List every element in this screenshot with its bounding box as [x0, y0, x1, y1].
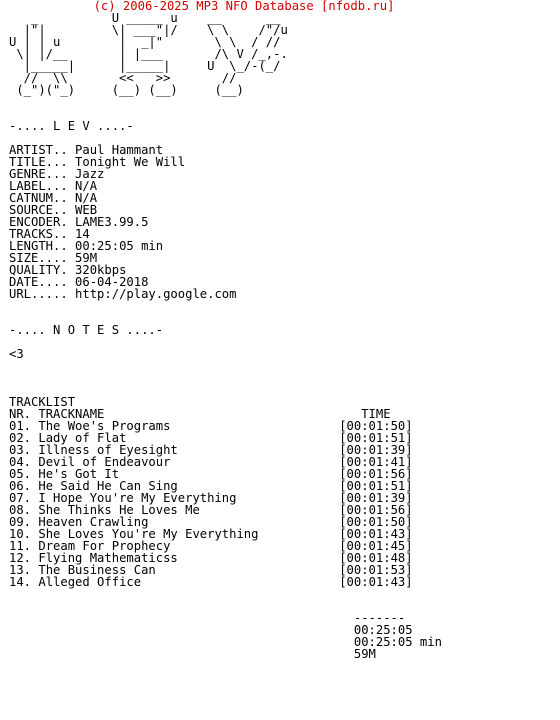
ascii-logo-line: |_____| |_____| U \_/-(_/	[9, 59, 281, 73]
track-time: [00:01:43]	[339, 575, 413, 589]
info-value: http://play.google.com	[75, 287, 237, 301]
track-nr: 10.	[9, 527, 32, 541]
info-key: LABEL...	[9, 179, 68, 193]
info-value: N/A	[75, 191, 98, 205]
track-name: She Thinks He Loves Me	[38, 503, 200, 517]
track-time: [00:01:50]	[339, 419, 413, 433]
info-value: LAME3.99.5	[75, 215, 149, 229]
track-time: [00:01:39]	[339, 443, 413, 457]
info-value: Jazz	[75, 167, 105, 181]
track-time: [00:01:56]	[339, 467, 413, 481]
summary-total-time: 00:25:05	[353, 623, 413, 637]
track-time: [00:01:51]	[339, 479, 413, 493]
ascii-logo-line: |"| \| ___"|/ \ \ /"/u	[9, 23, 288, 37]
track-name: I Hope You're My Everything	[38, 491, 237, 505]
track-time: [00:01:56]	[339, 503, 413, 517]
info-value: WEB	[75, 203, 98, 217]
tracklist	[9, 420, 479, 588]
info-value: 00:25:05 min	[75, 239, 164, 253]
track-name: She Loves You're My Everything	[38, 527, 259, 541]
info-key: CATNUM..	[9, 191, 68, 205]
track-time: [00:01:53]	[339, 563, 413, 577]
info-value: 59M	[75, 251, 98, 265]
track-nr: 06.	[9, 479, 32, 493]
track-name: Dream For Prophecy	[38, 539, 171, 553]
track-time: [00:01:39]	[339, 491, 413, 505]
track-name: Lady of Flat	[38, 431, 127, 445]
col-time: TIME	[361, 407, 391, 421]
track-nr: 07.	[9, 491, 32, 505]
summary-total-length: 00:25:05 min	[353, 635, 442, 649]
track-nr: 01.	[9, 419, 32, 433]
ascii-logo-line: _ U _____ u __ __	[9, 11, 281, 25]
notes-text: <3	[9, 347, 24, 361]
release-title-line: -.... L E V ....-	[9, 119, 134, 133]
track-time: [00:01:51]	[339, 431, 413, 445]
track-nr: 13.	[9, 563, 32, 577]
col-trackname: TRACKNAME	[38, 407, 105, 421]
track-nr: 02.	[9, 431, 32, 445]
info-key: DATE....	[9, 275, 68, 289]
nfo-database-header: (c) 2006-2025 MP3 NFO Database [nfodb.ru]	[93, 0, 395, 13]
track-nr: 03.	[9, 443, 32, 457]
summary-total-size: 59M	[353, 647, 376, 661]
track-nr: 12.	[9, 551, 32, 565]
summary-rule: -------	[353, 611, 406, 625]
ascii-logo-line: U | | u | _|" \ \ / //	[9, 35, 281, 49]
track-name: He's Got It	[38, 467, 120, 481]
track-nr: 09.	[9, 515, 32, 529]
ascii-logo	[9, 12, 479, 96]
info-key: GENRE...	[9, 167, 68, 181]
info-key: QUALITY.	[9, 263, 68, 277]
info-value: 320kbps	[75, 263, 127, 277]
info-value: Tonight We Will	[75, 155, 186, 169]
ascii-logo-line: // \\ << >> //	[9, 71, 237, 85]
track-time: [00:01:43]	[339, 527, 413, 541]
info-key: TRACKS..	[9, 227, 68, 241]
info-key: SOURCE..	[9, 203, 68, 217]
track-nr: 05.	[9, 467, 32, 481]
ascii-logo-line: (_")("_) (__) (__) (__)	[9, 83, 244, 97]
tracklist-heading: TRACKLIST	[9, 395, 76, 409]
info-row	[9, 288, 479, 300]
info-key: ENCODER.	[9, 215, 68, 229]
track-name: He Said He Can Sing	[38, 479, 178, 493]
track-name: Illness of Eyesight	[38, 443, 178, 457]
track-time: [00:01:48]	[339, 551, 413, 565]
track-name: Flying Mathematicss	[38, 551, 178, 565]
track-name: Devil of Endeavour	[38, 455, 171, 469]
track-nr: 14.	[9, 575, 32, 589]
track-time: [00:01:50]	[339, 515, 413, 529]
track-time: [00:01:45]	[339, 539, 413, 553]
release-info	[9, 144, 479, 300]
nfo-document	[9, 0, 479, 660]
track-name: The Business Can	[38, 563, 156, 577]
track-time: [00:01:41]	[339, 455, 413, 469]
track-nr: 04.	[9, 455, 32, 469]
track-nr: 08.	[9, 503, 32, 517]
col-nr: NR.	[9, 407, 32, 421]
track-row	[9, 576, 479, 588]
info-value: 06-04-2018	[75, 275, 149, 289]
info-key: ARTIST..	[9, 143, 68, 157]
info-value: Paul Hammant	[75, 143, 164, 157]
ascii-logo-line: \| |/__ | |___ /\ V /_,-.	[9, 47, 288, 61]
info-value: N/A	[75, 179, 98, 193]
info-value: 14	[75, 227, 90, 241]
info-key: TITLE...	[9, 155, 68, 169]
track-nr: 11.	[9, 539, 32, 553]
track-name: Heaven Crawling	[38, 515, 149, 529]
track-name: Alleged Office	[38, 575, 142, 589]
notes-title-line: -.... N O T E S ....-	[9, 323, 164, 337]
info-key: URL.....	[9, 287, 68, 301]
info-key: SIZE....	[9, 251, 68, 265]
track-name: The Woe's Programs	[38, 419, 171, 433]
info-key: LENGTH..	[9, 239, 68, 253]
